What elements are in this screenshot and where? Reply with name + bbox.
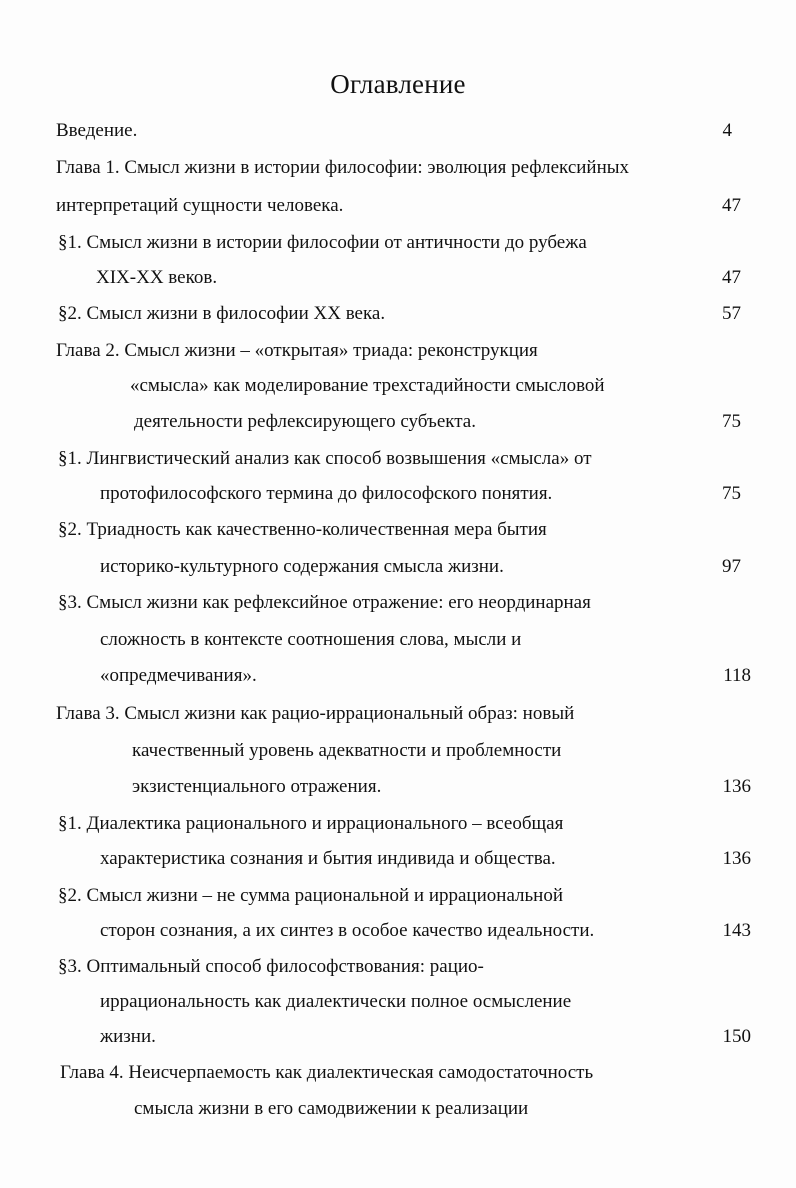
toc-section-line: протофилософского термина до философского понятия. xyxy=(100,483,553,504)
toc-chapter-1-line: интерпретаций сущности человека. xyxy=(56,195,344,216)
toc-chapter-3-line: Глава 3. Смысл жизни как рацио-иррациональный образ: новый xyxy=(56,703,575,724)
toc-section-line: §2. Смысл жизни в философии XX века. xyxy=(58,303,386,324)
toc-section-line: иррациональность как диалектически полное осмысление xyxy=(100,991,572,1012)
toc-section-line: §2. Смысл жизни – не сумма рациональной и иррациональной xyxy=(58,885,564,906)
toc-page-number: 136 xyxy=(722,848,751,869)
toc-page-number: 47 xyxy=(722,195,741,216)
toc-entry-introduction: Введение. xyxy=(56,120,138,141)
toc-page-number: 75 xyxy=(722,483,741,504)
toc-chapter-1-line: Глава 1. Смысл жизни в истории философии: эволюция рефлексийных xyxy=(56,157,630,178)
toc-section-line: характеристика сознания и бытия индивида и общества. xyxy=(100,848,556,869)
toc-chapter-2-line: «смысла» как моделирование трехстадийности смысловой xyxy=(130,375,605,396)
toc-chapter-3-line: экзистенциального отражения. xyxy=(132,776,382,797)
toc-page-number: 47 xyxy=(722,267,741,288)
toc-page-number: 97 xyxy=(722,556,741,577)
toc-page-number: 57 xyxy=(722,303,741,324)
toc-section-line: §3. Смысл жизни как рефлексийное отражение: его неординарная xyxy=(58,592,591,613)
toc-chapter-2-line: Глава 2. Смысл жизни – «открытая» триада: реконструкция xyxy=(56,340,538,361)
toc-chapter-2-line: деятельности рефлексирующего субъекта. xyxy=(134,411,476,432)
toc-page-number: 118 xyxy=(723,665,751,686)
toc-chapter-3-line: качественный уровень адекватности и проблемности xyxy=(132,740,562,761)
toc-section-line: §1. Смысл жизни в истории философии от античности до рубежа xyxy=(58,232,587,253)
toc-page-number: 136 xyxy=(722,776,751,797)
toc-section-line: XIX-XX веков. xyxy=(96,267,218,288)
toc-section-line: §2. Триадность как качественно-количественная мера бытия xyxy=(58,519,547,540)
page-title: Оглавление xyxy=(330,69,466,99)
toc-section-line: «опредмечивания». xyxy=(100,665,257,686)
toc-section-line: сторон сознания, а их синтез в особое качество идеальности. xyxy=(100,920,595,941)
toc-page-number: 143 xyxy=(722,920,751,941)
toc-section-line: историко-культурного содержания смысла жизни. xyxy=(100,556,504,577)
toc-chapter-4-line: Глава 4. Неисчерпаемость как диалектическая самодостаточность xyxy=(60,1062,594,1083)
toc-page-number: 4 xyxy=(722,120,732,141)
toc-section-line: жизни. xyxy=(100,1026,156,1047)
toc-section-line: §1. Диалектика рационального и иррационального – всеобщая xyxy=(58,813,564,834)
toc-section-line: §1. Лингвистический анализ как способ возвышения «смысла» от xyxy=(58,448,592,469)
toc-chapter-4-line: смысла жизни в его самодвижении к реализации xyxy=(134,1098,529,1119)
toc-page-number: 75 xyxy=(722,411,741,432)
toc-section-line: §3. Оптимальный способ философствования: рацио- xyxy=(58,956,484,977)
toc-page-number: 150 xyxy=(722,1026,751,1047)
toc-section-line: сложность в контексте соотношения слова, мысли и xyxy=(100,629,522,650)
